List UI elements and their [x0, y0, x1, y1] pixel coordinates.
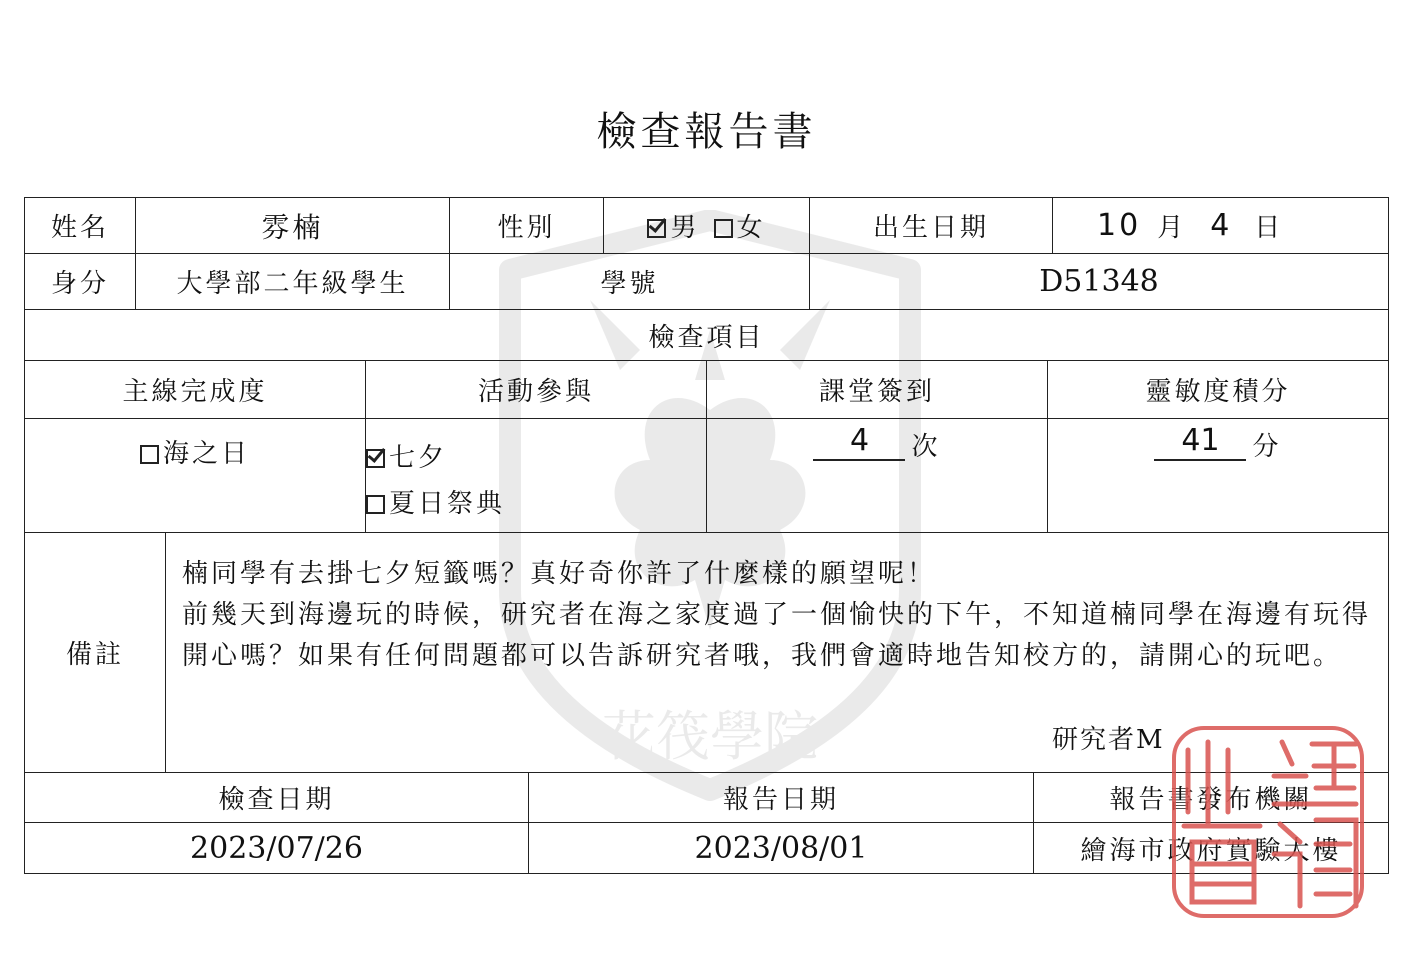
checkbox-empty-icon [366, 495, 385, 514]
name-value: 雰楠 [135, 197, 450, 254]
sensitivity-cell [1047, 418, 1389, 533]
remarks-paragraph: 楠同學有去掛七夕短籤嗎？真好奇你許了什麼樣的願望呢！ [182, 559, 937, 589]
gender-option-female[interactable]: 女 [714, 207, 766, 244]
student-id-value: D51348 [809, 253, 1389, 310]
mainline-option[interactable]: 海之日 [140, 433, 250, 470]
gender-option-male[interactable]: 男 [647, 207, 699, 244]
document-title: 檢查報告書 [596, 109, 817, 155]
birth-day: 4 [1210, 208, 1233, 243]
activities-cell [365, 418, 707, 533]
birth-day-unit: 日 [1254, 213, 1284, 243]
mainline-cell [24, 418, 366, 533]
birth-value [1052, 197, 1389, 254]
sensitivity-value: 41 [1154, 423, 1246, 461]
student-id-label: 學號 [449, 253, 810, 310]
checkbox-checked-icon [366, 449, 385, 468]
check-date-value: 2023/07/26 [24, 822, 529, 874]
checkbox-empty-icon [714, 219, 733, 238]
header-activities: 活動參與 [365, 360, 707, 419]
remarks-text [182, 554, 1382, 677]
gender-options [603, 197, 810, 254]
header-attendance: 課堂簽到 [706, 360, 1048, 419]
checkbox-empty-icon [140, 445, 159, 464]
header-sensitivity: 靈敏度積分 [1047, 360, 1389, 419]
header-mainline: 主線完成度 [24, 360, 366, 419]
check-items-header: 檢查項目 [24, 309, 1389, 361]
issuer-value: 繪海市政府實驗大樓 [1033, 822, 1389, 874]
identity-label: 身分 [24, 253, 136, 310]
remarks-signer: 研究者M [1052, 725, 1165, 755]
watermark-text: 花筏學院 [602, 705, 818, 768]
birth-label: 出生日期 [809, 197, 1053, 254]
attendance-cell [706, 418, 1048, 533]
sensitivity-unit: 分 [1252, 432, 1282, 462]
remarks-label: 備註 [24, 532, 166, 773]
gender-label: 性別 [449, 197, 604, 254]
activity-option-summer-festival[interactable]: 夏日祭典 [366, 481, 505, 527]
report-date-label: 報告日期 [528, 772, 1034, 823]
official-seal [1170, 724, 1366, 920]
attendance-unit: 次 [911, 432, 941, 462]
issuer-label: 報告書發布機關 [1033, 772, 1389, 823]
birth-month-unit: 月 [1157, 213, 1187, 243]
attendance-value: 4 [813, 423, 905, 461]
name-label: 姓名 [24, 197, 136, 254]
report-date-value: 2023/08/01 [528, 822, 1034, 874]
checkbox-checked-icon [647, 219, 666, 238]
birth-month: 10 [1097, 208, 1142, 243]
identity-value: 大學部二年級學生 [135, 253, 450, 310]
activity-option-qixi[interactable]: 七夕 [366, 435, 447, 481]
check-date-label: 檢查日期 [24, 772, 529, 823]
remarks-paragraph: 前幾天到海邊玩的時候，研究者在海之家度過了一個愉快的下午，不知道楠同學在海邊有玩得開心嗎？如果有任何問題都可以告訴研究者哦，我們會適時地告知校方的，請開心的玩吧。 [182, 600, 1372, 671]
